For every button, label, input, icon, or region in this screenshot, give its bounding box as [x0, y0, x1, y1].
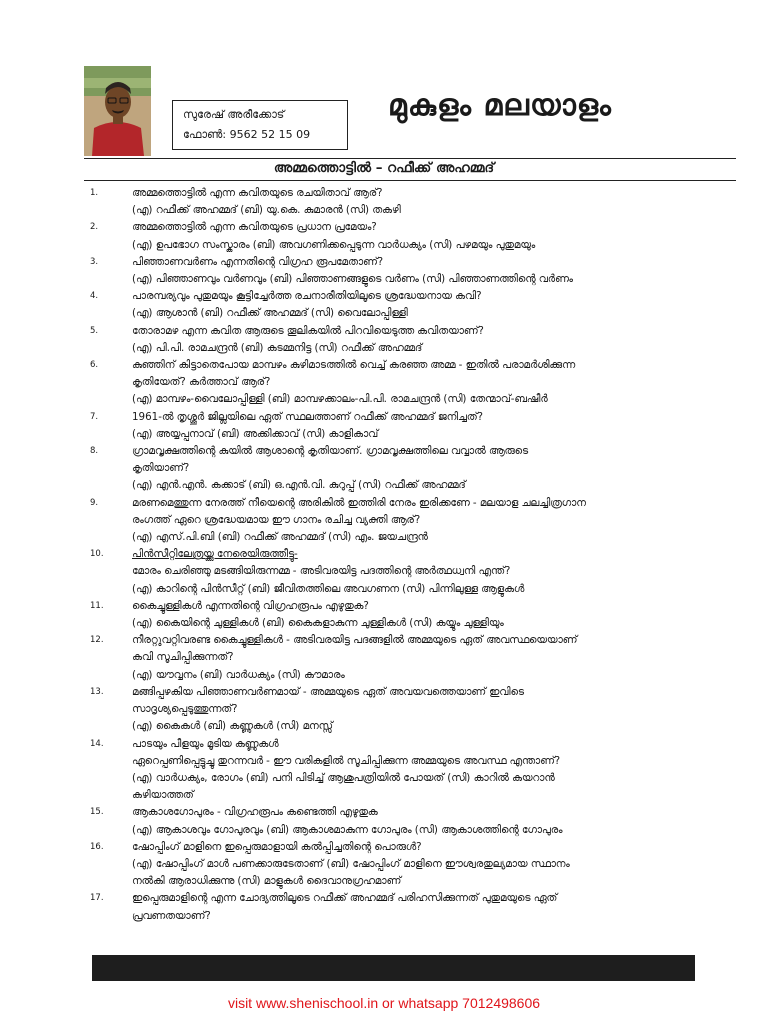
question-text: പാരമ്പര്യവും പുതുമയും കൂട്ടിച്ചേർത്ത രചനാരീതിയിലൂടെ ശ്രദ്ധേയനായ കവി?: [132, 290, 482, 303]
question-body: [132, 736, 700, 805]
question-number: 5.: [90, 325, 99, 336]
question-item: [90, 495, 700, 547]
header-divider: [84, 158, 736, 159]
question-text: അമ്മത്തൊട്ടിൽ എന്ന കവിതയുടെ പ്രധാന പ്രമേയം?: [132, 221, 377, 234]
answer-options: (എ) കൈയിന്റെ ചുള്ളികൾ (ബി) കൈകളാകുന്ന ചുള്ളികൾ (സി) കയ്യും ചുള്ളിയും: [132, 617, 504, 630]
question-number: 10.: [90, 549, 104, 560]
question-item: [90, 684, 700, 736]
question-number: 8.: [90, 446, 99, 457]
question-number: 1.: [90, 188, 99, 198]
question-body: [132, 323, 700, 357]
question-text: തോരാമഴ എന്ന കവിത ആരുടെ തൂലികയിൽ പിറവിയെടുത്ത കവിതയാണ്?: [132, 324, 484, 337]
author-photo: [84, 66, 151, 156]
question-item: [90, 632, 700, 684]
question-body: [132, 443, 700, 495]
question-body: [132, 632, 700, 684]
question-text: നീരറ്റുവറ്റിവരണ്ട കൈച്ചുള്ളികൾ - അടിവരയിട്ട പദങ്ങളിൽ അമ്മയുടെ ഏത് അവസ്ഥയെയാണ്: [132, 634, 578, 647]
answer-options: (എ) ഉപഭോഗ സംസ്കാരം (ബി) അവഗണിക്കപ്പെടുന്ന വാർധക്യം (സി) പഴമയും പുതുമയും: [132, 238, 536, 251]
author-name: സുരേഷ് അരീക്കോട്: [183, 108, 285, 121]
answer-options: (എ) ഷോപ്പിംഗ് മാൾ പണക്കാരുടേതാണ് (ബി) ഷോപ്പിംഗ് മാളിനെ ഈശ്വരതുല്യമായ സ്ഥാനം: [132, 857, 570, 870]
question-body: [132, 684, 700, 736]
answer-options: കഴിയാത്തത്: [132, 789, 194, 802]
question-text: ഗ്രാമവൃക്ഷത്തിന്റെ കുയിൽ ആശാന്റെ കൃതിയാണ്. ഗ്രാമവൃക്ഷത്തിലെ വവ്വാൽ ആരുടെ: [132, 445, 529, 458]
question-item: [90, 546, 700, 598]
question-body: [132, 288, 700, 322]
question-text: കുഞ്ഞിന് കിട്ടാതെപോയ മാമ്പഴം കുഴിമാടത്തിൽ വെച്ച് കരഞ്ഞ അമ്മ - ഇതിൽ പരാമർശിക്കുന്ന: [132, 359, 575, 372]
question-number: 11.: [90, 600, 104, 611]
brand-title: മുകുളം മലയാളം: [388, 88, 612, 123]
question-number: 12.: [90, 635, 104, 646]
question-body: [132, 219, 700, 253]
question-list: [90, 185, 700, 925]
question-text: കൃതിയേത്? കർത്താവ് ആര്?: [132, 376, 271, 389]
question-text: പിഞ്ഞാണവർണം എന്നതിന്റെ വിഗ്രഹ രൂപമേതാണ്?: [132, 255, 384, 268]
question-number: 13.: [90, 686, 104, 697]
answer-options: (എ) വാർധക്യം, രോഗം (ബി) പനി പിടിച്ച് ആശുപത്രിയിൽ പോയത് (സി) കാറിൽ കയറാൻ: [132, 771, 555, 784]
question-text: സാദൃശ്യപ്പെടുത്തുന്നത്?: [132, 703, 238, 716]
question-body: [132, 409, 700, 443]
question-text: ആകാശഗോപുരം - വിഗ്രഹരൂപം കണ്ടെത്തി എഴുതുക: [132, 806, 378, 819]
title-divider: [84, 180, 736, 181]
question-text: കൃതിയാണ്?: [132, 462, 190, 475]
question-item: [90, 409, 700, 443]
question-text: 1961-ൽ തൃശ്ശൂർ ജില്ലയിലെ ഏത് സ്ഥലത്താണ് റഫീക്ക് അഹമ്മദ് ജനിച്ചത്?: [132, 410, 483, 423]
question-body: [132, 804, 700, 838]
question-item: [90, 443, 700, 495]
answer-options: (എ) പി.പി. രാമചന്ദ്രൻ (ബി) കടമ്മനിട്ട (സി) റഫീക്ക് അഹമ്മദ്: [132, 341, 423, 354]
question-text: പിൻസീറ്റിലേത്രയ്ക്കു നേരെയിരുത്തീട്ടു-: [132, 548, 298, 561]
question-text: രംഗത്ത് ഏറെ ശ്രദ്ധേയമായ ഈ ഗാനം രചിച്ച വ്യക്തി ആര്?: [132, 513, 421, 526]
question-item: [90, 323, 700, 357]
question-number: 15.: [90, 807, 104, 818]
footer-link[interactable]: visit www.shenischool.in or whatsapp 7012498606: [227, 995, 541, 1011]
question-number: 3.: [90, 256, 99, 267]
question-item: [90, 804, 700, 838]
answer-options: (എ) ആശാൻ (ബി) റഫീക്ക് അഹമ്മദ് (സി) വൈലോപ്പിള്ളി: [132, 307, 408, 320]
question-number: 4.: [90, 291, 99, 302]
question-text: ഏറെപ്പണിപ്പെട്ടുച്ചു തുറന്നവർ - ഈ വരികളിൽ സൂചിപ്പിക്കുന്ന അമ്മയുടെ അവസ്ഥ എന്താണ്?: [132, 754, 561, 767]
question-body: [132, 890, 700, 924]
answer-bar: [92, 955, 695, 981]
question-item: [90, 839, 700, 891]
question-body: [132, 254, 700, 288]
question-body: [132, 546, 700, 598]
answer-options: (എ) പിഞ്ഞാണവും വർണവും (ബി) പിഞ്ഞാണങ്ങളുടെ വർണം (സി) പിഞ്ഞാണത്തിന്റെ വർണം: [132, 273, 573, 286]
question-text: ഇപ്പെരുമാളിന്റെ എന്ന ചോദ്യത്തിലൂടെ റഫീക്ക് അഹമ്മദ് പരിഹസിക്കുന്നത് പുതുമയുടെ ഏത്: [132, 892, 558, 905]
question-text: പാടയും പീളയും മൂടിയ കണ്ണുകൾ: [132, 737, 279, 750]
author-portrait-image: [84, 66, 151, 156]
question-item: [90, 219, 700, 253]
question-text: ഷോപ്പിംഗ് മാളിനെ ഇപ്പെരുമാളായി കൽപ്പിച്ചതിന്റെ പൊരുൾ?: [132, 840, 422, 853]
question-text: മങ്ങിപ്പഴകിയ പിഞ്ഞാണവർണമായ് - അമ്മയുടെ ഏത് അവയവത്തെയാണ് ഇവിടെ: [132, 685, 524, 698]
question-number: 2.: [90, 222, 99, 233]
question-number: 9.: [90, 497, 99, 508]
answer-options: (എ) യൗവ്വനം (ബി) വാർധക്യം (സി) കൗമാരം: [132, 668, 345, 681]
question-body: [132, 495, 700, 547]
answer-options: (എ) കൈകൾ (ബി) കണ്ണുകൾ (സി) മനസ്സ്: [132, 720, 333, 733]
answer-options: (എ) എൻ.എൻ. കക്കാട് (ബി) ഒ.എൻ.വി. കുറുപ്പ് (സി) റഫീക്ക് അഹമ്മദ്: [132, 479, 466, 492]
question-text: മോരം ചെരിഞ്ഞു മടങ്ങിയിരുന്നമ്മ - അടിവരയിട്ട പദത്തിന്റെ അർത്ഥധ്വനി എന്ത്?: [132, 565, 511, 578]
question-item: [90, 890, 700, 924]
answer-options: (എ) കാറിന്റെ പിൻസീറ്റ് (ബി) ജീവിതത്തിലെ അവഗണന (സി) പിന്നിലുള്ള ആളുകൾ: [132, 582, 525, 595]
question-item: [90, 357, 700, 409]
answer-options: (എ) ആകാശവും ഗോപുരവും (ബി) ആകാശമാകുന്ന ഗോപുരം (സി) ആകാശത്തിന്റെ ഗോപുരം: [132, 823, 563, 836]
answer-options: നൽകി ആരാധിക്കുന്നു (സി) മാളുകൾ ദൈവാനുഗ്രഹമാണ്: [132, 875, 402, 888]
question-body: [132, 357, 700, 409]
author-info-box: [172, 100, 348, 150]
question-text: അമ്മത്തൊട്ടിൽ എന്ന കവിതയുടെ രചയിതാവ് ആര്?: [132, 187, 383, 199]
question-text: മരണമെത്തുന്ന നേരത്ത് നീയെന്റെ അരികിൽ ഇത്തിരി നേരം ഇരിക്കണേ - മലയാള ചലച്ചിത്രഗാന: [132, 496, 586, 509]
question-item: [90, 736, 700, 805]
question-item: [90, 254, 700, 288]
answer-options: (എ) മാമ്പഴം-വൈലോപ്പിള്ളി (ബി) മാമ്പഴക്കാലം-പി.പി. രാമചന്ദ്രൻ (സി) തേന്മാവ്-ബഷീർ: [132, 393, 548, 406]
question-item: [90, 288, 700, 322]
question-item: [90, 598, 700, 632]
question-text: കവി സൂചിപ്പിക്കുന്നത്?: [132, 651, 234, 664]
question-number: 17.: [90, 893, 104, 904]
question-text: പ്രവണതയാണ്?: [132, 909, 211, 922]
question-item: [90, 185, 700, 219]
question-number: 16.: [90, 841, 104, 852]
author-phone: ഫോൺ: 9562 52 15 09: [183, 128, 311, 141]
answer-options: (എ) അയ്യപ്പനാവ് (ബി) അക്കിക്കാവ് (സി) കാളികാവ്: [132, 427, 379, 440]
question-number: 6.: [90, 360, 99, 371]
question-body: [132, 598, 700, 632]
question-number: 7.: [90, 411, 99, 422]
question-text: കൈച്ചുള്ളികൾ എന്നതിന്റെ വിഗ്രഹരൂപം എഴുതുക?: [132, 599, 369, 612]
answer-options: (എ) റഫീക്ക് അഹമ്മദ് (ബി) യു.കെ. കുമാരൻ (സി) തകഴി: [132, 204, 401, 217]
question-body: [132, 185, 700, 219]
answer-options: (എ) എസ്.പി.ബി (ബി) റഫീക്ക് അഹമ്മദ് (സി) എം. ജയചന്ദ്രൻ: [132, 531, 428, 544]
lesson-title: അമ്മത്തൊട്ടിൽ – റഫീക്ക് അഹമ്മദ്: [273, 160, 495, 176]
question-body: [132, 839, 700, 891]
question-number: 14.: [90, 738, 104, 749]
